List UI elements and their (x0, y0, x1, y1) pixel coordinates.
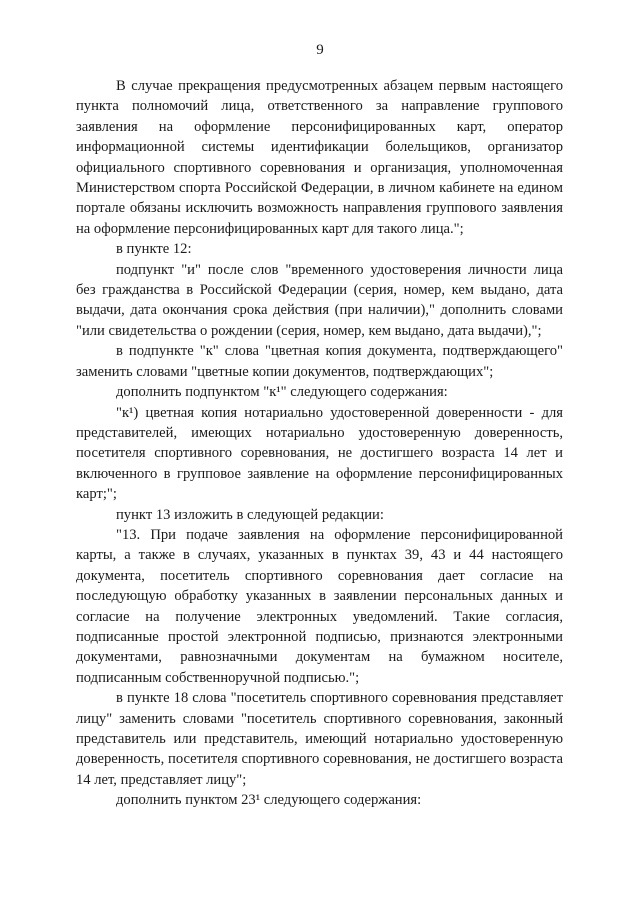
paragraph-item-13-text: "13. При подаче заявления на оформление персонифицированной карты, а также в случаях, указанных в пунктах 39, 43 и 44 настоящего документа, посетитель спортивного соревнования дает согласие на последующую обработку указанных в заявлении персональных данных и согласие на получение электронных уведомлений. Такие согласия, подписанные простой электронной подписью, признаются электронными документами, равнозначными документам на бумажном носителе, подписанным собственноручной подписью."; (76, 526, 563, 686)
paragraph-item-13-intro: пункт 13 изложить в следующей редакции: (116, 506, 384, 523)
paragraph-subitem-k: в подпункте "к" слова "цветная копия документа, подтверждающего" заменить словами "цветные копии документов, подтверждающих"; (76, 343, 563, 380)
paragraph-subitem-k1-text: "к¹) цветная копия нотариально удостоверенной доверенности - для представителей, имеющих нотариально удостоверенную доверенность, посетителя спортивного соревнования, не достигшего возраста 14 лет и включенного в групповое заявление на оформление персонифицированных карт;"; (76, 404, 563, 503)
paragraph-add-subitem-k1: дополнить подпунктом "к¹" следующего содержания: (116, 384, 448, 401)
page-number: 9 (316, 42, 324, 58)
paragraph-item-18: в пункте 18 слова "посетитель спортивного соревнования представляет лицу" заменить словами "посетитель спортивного соревнования, законный представитель или представитель, имеющий нотариально удостоверенную доверенность, посетителя спортивного соревнования, не достигшего возраста 14 лет, представляет лицу"; (76, 690, 563, 788)
paragraph-group-application-exclusion: В случае прекращения предусмотренных абзацем первым настоящего пункта полномочий лица, ответственного за направление группового заявления на оформление персонифицированных карт, оператор информационной системы идентификации болельщиков, организатор официального спортивного соревнования и организация, уполномоченная Министерством спорта Российской Федерации, в личном кабинете на едином портале обязаны исключить возможность направления группового заявления на оформление персонифицированных карт для такого лица."; (76, 78, 563, 237)
document-body (76, 76, 563, 811)
paragraph-in-item-12: в пункте 12: (116, 241, 192, 258)
paragraph-add-item-23-1: дополнить пунктом 23¹ следующего содержания: (116, 792, 422, 809)
paragraph-subitem-i: подпункт "и" после слов "временного удостоверения личности лица без гражданства в Российской Федерации (серия, номер, кем выдано, дата выдачи, дата окончания срока действия (при наличии)," дополнить словами "или свидетельства о рождении (серия, номер, кем выдано, дата выдачи),"; (76, 261, 563, 339)
